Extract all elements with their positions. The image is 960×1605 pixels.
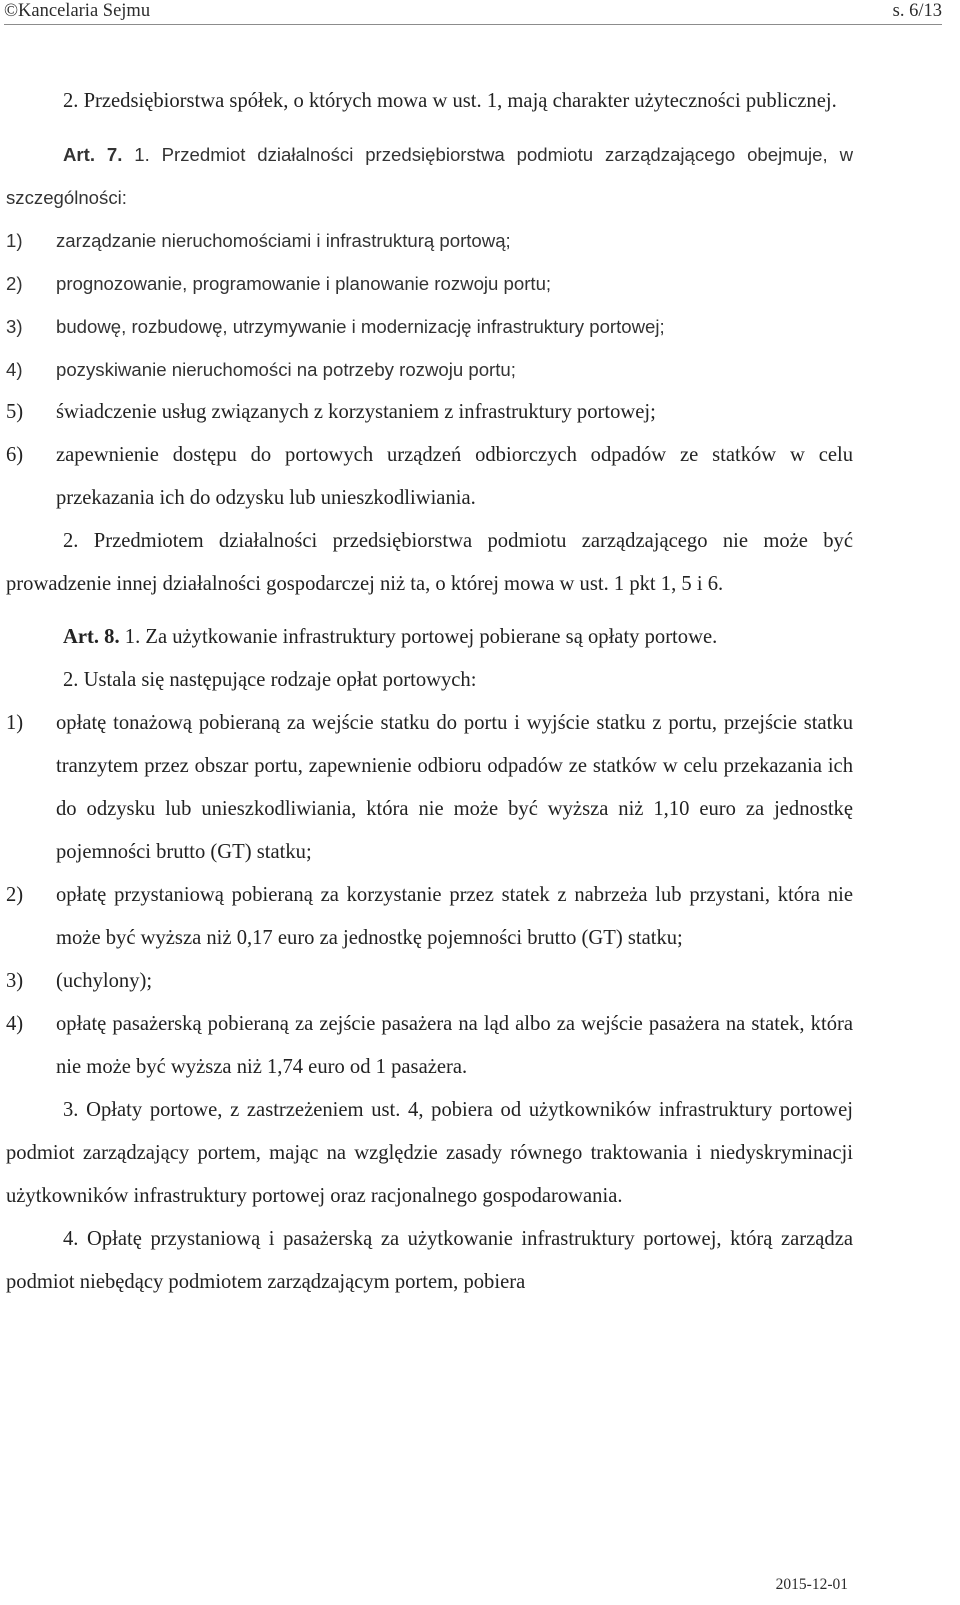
list-item: 4) opłatę pasażerską pobieraną za zejście pasażera na ląd albo za wejście pasażera na statek, która nie może być wyższa niż 1,74 euro od 1 pasażera. xyxy=(6,1013,853,1078)
art7-intro: 1. Przedmiot działalności przedsiębiorstwa podmiotu zarządzającego obejmuje, w szczególności: xyxy=(6,144,853,208)
art8-ust4: 4. Opłatę przystaniową i pasażerską za użytkowanie infrastruktury portowej, którą zarządza podmiot niebędący podmiotem zarządzającym portem, pobiera xyxy=(6,1228,853,1293)
list-item: 5) świadczenie usług związanych z korzystaniem z infrastruktury portowej; xyxy=(6,401,656,423)
art7-list xyxy=(6,219,853,391)
paragraph-art6-ust2: 2. Przedsiębiorstwa spółek, o których mowa w ust. 1, mają charakter użyteczności publicznej. xyxy=(63,90,837,112)
art8-ust1 xyxy=(6,616,853,659)
art8-ust2: 2. Ustala się następujące rodzaje opłat portowych: xyxy=(63,669,477,691)
document-body xyxy=(6,80,853,1304)
list-item: 4) pozyskiwanie nieruchomości na potrzeby rozwoju portu; xyxy=(6,359,516,380)
footer-date: 2015-12-01 xyxy=(775,1576,848,1593)
art8-list xyxy=(6,702,853,1089)
page-header xyxy=(4,0,942,25)
art8-ust3: 3. Opłaty portowe, z zastrzeżeniem ust. 4, pobiera od użytkowników infrastruktury portowej podmiot zarządzający portem, mając na względzie zasady równego traktowania i niedyskryminacji użytkowników infrastruktury portowej oraz racjonalnego gospodarowania. xyxy=(6,1099,853,1207)
page-number: s. 6/13 xyxy=(892,1,942,21)
art7-ust2: 2. Przedmiotem działalności przedsiębiorstwa podmiotu zarządzającego nie może być prowadzenie innej działalności gospodarczej niż ta, o której mowa w ust. 1 pkt 1, 5 i 6. xyxy=(6,530,853,595)
art7-ust1 xyxy=(6,133,853,219)
art7-list-cont xyxy=(6,391,853,520)
list-item: 2) prognozowanie, programowanie i planowanie rozwoju portu; xyxy=(6,273,552,294)
art8-intro: 1. Za użytkowanie infrastruktury portowej pobierane są opłaty portowe. xyxy=(119,626,718,648)
copyright-label: ©Kancelaria Sejmu xyxy=(4,1,151,21)
list-item: 1) opłatę tonażową pobieraną za wejście statku do portu i wyjście statku z portu, przejście statku tranzytem przez obszar portu, zapewnienie odbioru odpadów ze statków w celu przekazania ich do odzysku lub unieszkodliwiania, która nie może być wyższa niż 1,10 euro za jednostkę pojemności brutto (GT) statku; xyxy=(6,712,853,863)
list-item: 6) zapewnienie dostępu do portowych urządzeń odbiorczych odpadów ze statków w celu przekazania ich do odzysku lub unieszkodliwiania. xyxy=(6,444,853,509)
list-item: 2) opłatę przystaniową pobieraną za korzystanie przez statek z nabrzeża lub przystani, która nie może być wyższa niż 0,17 euro za jednostkę pojemności brutto (GT) statku; xyxy=(6,884,853,949)
article-label: Art. 8. xyxy=(63,626,120,648)
list-item: 1) zarządzanie nieruchomościami i infrastrukturą portową; xyxy=(6,230,511,251)
list-item: 3) budowę, rozbudowę, utrzymywanie i modernizację infrastruktury portowej; xyxy=(6,316,665,337)
article-label: Art. 7. xyxy=(63,144,123,165)
list-item: 3) (uchylony); xyxy=(6,970,153,992)
